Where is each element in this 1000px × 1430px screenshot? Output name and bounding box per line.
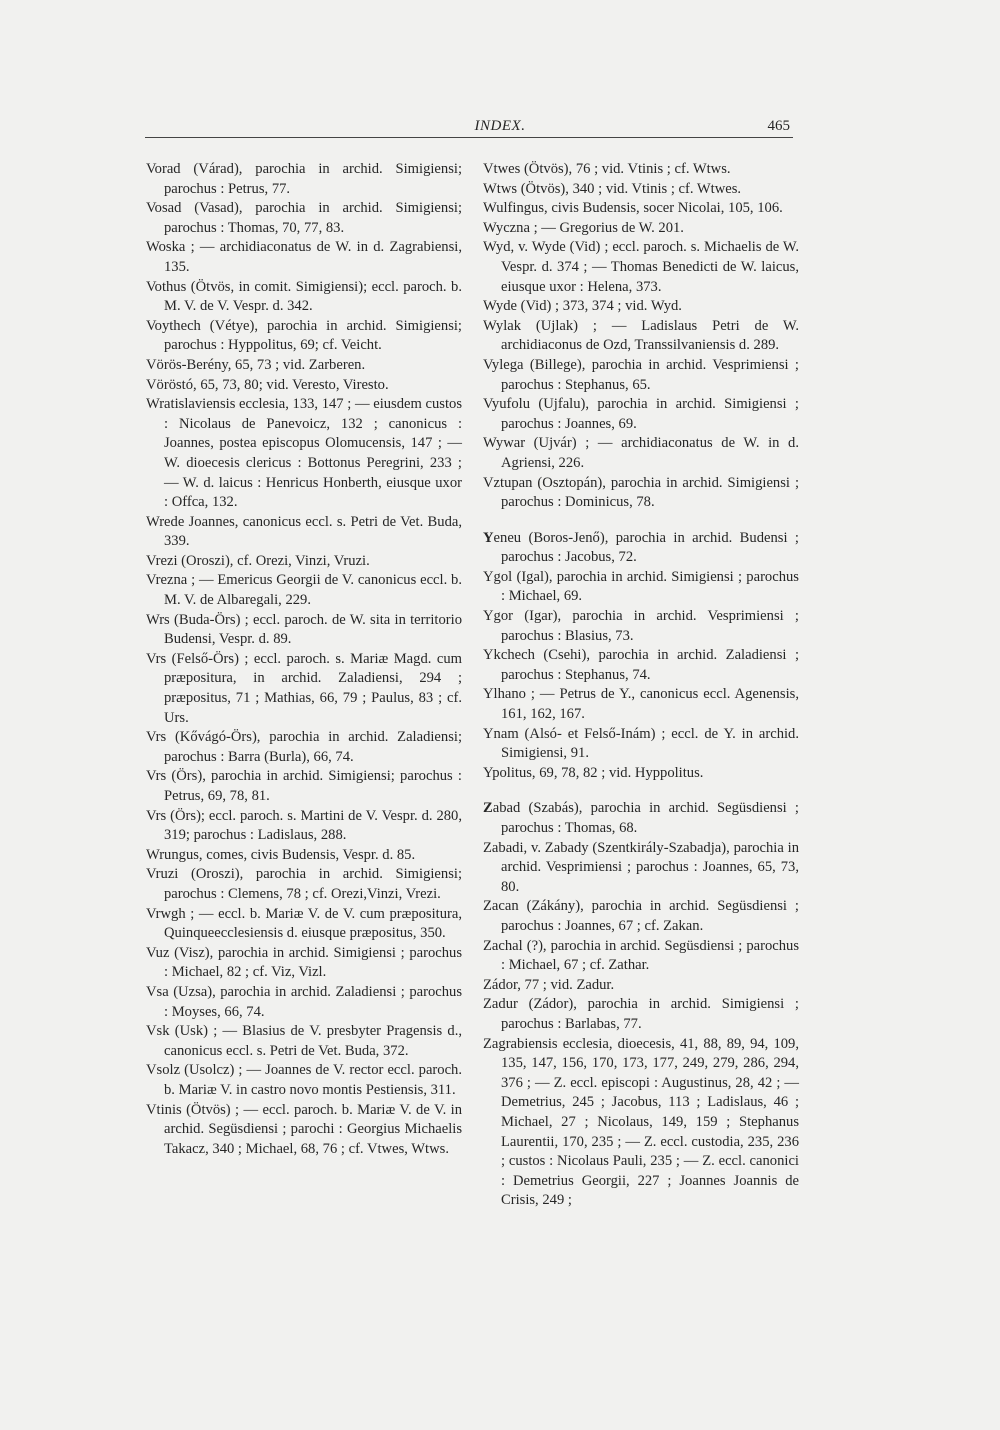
page-number: 465 [767, 118, 790, 134]
index-entry: Wyd, v. Wyde (Vid) ; eccl. paroch. s. Michaelis de W. Vespr. d. 374 ; — Thomas Benedicti de W. laicus, eiusque uxor : Helena, 373. [483, 239, 799, 295]
index-entry: Vörös-Berény, 65, 73 ; vid. Zarberen. [146, 356, 366, 373]
index-entry: Ykchech (Csehi), parochia in archid. Zaladiensi ; parochus : Stephanus, 74. [483, 647, 799, 683]
index-entry: Yeneu (Boros-Jenő), parochia in archid. Budensi ; parochus : Jacobus, 72. [483, 529, 799, 566]
index-entry: Vrs (Örs); eccl. paroch. s. Martini de V. Vespr. d. 280, 319; parochus : Ladislaus, 288. [146, 807, 462, 844]
section-gap [483, 783, 799, 799]
index-entry: Ygor (Igar), parochia in archid. Vesprimiensi ; parochus : Blasius, 73. [483, 608, 799, 644]
index-entry: Wtws (Ötvös), 340 ; vid. Vtinis ; cf. Wtwes. [483, 180, 742, 197]
index-entry: Vrs (Kővágó-Örs), parochia in archid. Zaladiensi; parochus : Barra (Burla), 66, 74. [146, 729, 462, 765]
index-entry: Wywar (Ujvár) ; — archidiaconatus de W. in d. Agriensi, 226. [483, 435, 799, 471]
index-entry: Wrede Joannes, canonicus eccl. s. Petri de Vet. Buda, 339. [146, 513, 462, 550]
index-entry: Wratislaviensis ecclesia, 133, 147 ; — eiusdem custos : Nicolaus de Panevoicz, 132 ; canonicus : Joannes, postea episcopus Olomucensis, 147 ; — W. dioecesis clericus : Bottonus Peregrini, 233 ; — W. d. laicus : Henricus Honberth, eiusque uxor : Offca, 132. [146, 396, 462, 511]
index-entry: Wylak (Ujlak) ; — Ladislaus Petri de W. archidiaconus de Ozd, Transsilvaniensis d. 289. [483, 317, 799, 354]
index-entry: Vorad (Várad), parochia in archid. Simigiensi; parochus : Petrus, 77. [146, 161, 462, 197]
index-entry: Vylega (Billege), parochia in archid. Vesprimiensi ; parochus : Stephanus, 65. [483, 356, 799, 393]
index-entry: Vsa (Uzsa), parochia in archid. Zaladiensi ; parochus : Moyses, 66, 74. [146, 983, 462, 1020]
index-entry: Vyufolu (Ujfalu), parochia in archid. Simigiensi ; parochus : Joannes, 69. [483, 396, 799, 432]
index-entry: Vtinis (Ötvös) ; — eccl. paroch. b. Mariæ V. de V. in archid. Següsdiensi ; parochi : Georgius Michaelis Takacz, 340 ; Michael, 68, 76 ; cf. Vtwes, Wtws. [146, 1101, 462, 1157]
index-entry: Vztupan (Osztopán), parochia in archid. Simigiensi ; parochus : Dominicus, 78. [483, 474, 799, 511]
index-entry: Vsolz (Usolcz) ; — Joannes de V. rector eccl. paroch. b. Mariæ V. in castro novo montis Pestiensis, 311. [146, 1062, 462, 1098]
header-rule [145, 137, 793, 138]
index-entry: Wrungus, comes, civis Budensis, Vespr. d. 85. [146, 846, 416, 863]
index-entry: Ynam (Alsó- et Felső-Inám) ; eccl. de Y. in archid. Simigiensi, 91. [483, 725, 799, 762]
index-entry: Vruzi (Oroszi), parochia in archid. Simigiensi; parochus : Clemens, 78 ; cf. Orezi,Vinzi, Vrezi. [146, 866, 462, 902]
index-entry: Zachal (?), parochia in archid. Següsdiensi ; parochus : Michael, 67 ; cf. Zathar. [483, 937, 799, 974]
index-entry: Vosad (Vasad), parochia in archid. Simigiensi; parochus : Thomas, 70, 77, 83. [146, 200, 462, 236]
index-entry: Zagrabiensis ecclesia, dioecesis, 41, 88, 89, 94, 109, 135, 147, 156, 170, 173, 177, 249, 279, 286, 294, 376 ; — Z. eccl. episcopi : Augustinus, 28, 42 ; — Demetrius, 245 ; Jacobus, 113 ; Ladislaus, 46 ; Michael, 27 ; Nicolaus, 149, 159 ; Stephanus Laurentii, 170, 235 ; — Z. eccl. custodia, 235, 236 ; custos : Nicolaus Pauli, 235 ; — Z. eccl. canonici : Demetrius Georgii, 227 ; Joannes Joannis de Crisis, 249 ; [483, 1035, 799, 1209]
section-initial: Y [483, 529, 494, 546]
index-entry: Zádor, 77 ; vid. Zadur. [483, 976, 615, 993]
index-entry: Vothus (Ötvös, in comit. Simigiensi); eccl. paroch. b. M. V. de V. Vespr. d. 342. [146, 278, 462, 315]
index-entry: Zadur (Zádor), parochia in archid. Simigiensi ; parochus : Barlabas, 77. [483, 996, 799, 1032]
index-entry: Zacan (Zákány), parochia in archid. Següsdiensi ; parochus : Joannes, 67 ; cf. Zakan. [483, 898, 799, 934]
index-entry: Vrezi (Oroszi), cf. Orezi, Vinzi, Vruzi. [146, 552, 370, 569]
left-column [146, 160, 462, 1159]
index-entry: Wyde (Vid) ; 373, 374 ; vid. Wyd. [483, 298, 682, 315]
index-entry: Vsk (Usk) ; — Blasius de V. presbyter Pragensis d., canonicus eccl. s. Petri de Vet. Buda, 372. [146, 1023, 462, 1059]
index-entry: Woska ; — archidiaconatus de W. in d. Zagrabiensi, 135. [146, 239, 462, 275]
section-initial: Z [483, 800, 493, 817]
index-entry: Vrwgh ; — eccl. b. Mariæ V. de V. cum præpositura, Quinqueecclesiensis d. eiusque præpositus, 350. [146, 905, 462, 942]
index-entry: Vtwes (Ötvös), 76 ; vid. Vtinis ; cf. Wtws. [483, 161, 731, 177]
section-gap [483, 513, 799, 529]
right-column [483, 160, 799, 1211]
index-entry: Vöröstó, 65, 73, 80; vid. Veresto, Viresto. [146, 376, 389, 393]
running-title: INDEX. [474, 118, 526, 134]
index-entry: Wrs (Buda-Örs) ; eccl. paroch. de W. sita in territorio Budensi, Vespr. d. 89. [146, 611, 462, 648]
index-entry: Vrs (Felső-Örs) ; eccl. paroch. s. Mariæ Magd. cum præpositura, in archid. Zaladiensi, 294 ; præpositus, 71 ; Mathias, 66, 79 ; Paulus, 83 ; cf. Urs. [146, 650, 462, 726]
index-entry: Vrezna ; — Emericus Georgii de V. canonicus eccl. b. M. V. de Albaregali, 229. [146, 572, 462, 609]
index-entry: Ylhano ; — Petrus de Y., canonicus eccl. Agenensis, 161, 162, 167. [483, 686, 799, 723]
index-entry: Ypolitus, 69, 78, 82 ; vid. Hyppolitus. [483, 764, 704, 781]
index-entry: Ygol (Igal), parochia in archid. Simigiensi ; parochus : Michael, 69. [483, 568, 799, 605]
index-entry: Wyczna ; — Gregorius de W. 201. [483, 219, 684, 236]
index-entry: Zabad (Szabás), parochia in archid. Següsdiensi ; parochus : Thomas, 68. [483, 800, 799, 836]
index-entry: Vrs (Örs), parochia in archid. Simigiensi; parochus : Petrus, 69, 78, 81. [146, 768, 462, 804]
index-entry: Vuz (Visz), parochia in archid. Simigiensi ; parochus : Michael, 82 ; cf. Viz, Vizl. [146, 944, 462, 981]
index-entry: Wulfingus, civis Budensis, socer Nicolai, 105, 106. [483, 200, 783, 217]
index-entry: Voythech (Vétye), parochia in archid. Simigiensi; parochus : Hyppolitus, 69; cf. Veicht. [146, 317, 462, 354]
index-entry: Zabadi, v. Zabady (Szentkirály-Szabadja), parochia in archid. Vesprimiensi ; parochus : Joannes, 65, 73, 80. [483, 839, 799, 895]
